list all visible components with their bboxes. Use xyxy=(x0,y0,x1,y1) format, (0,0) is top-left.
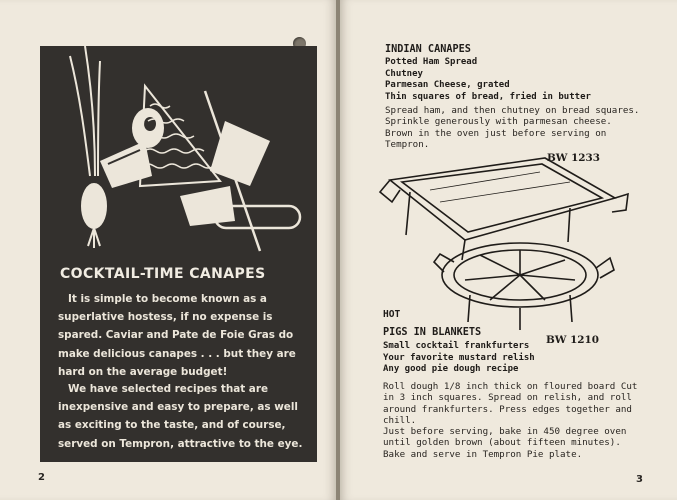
tempron-dish-illustration xyxy=(370,150,635,340)
dark-feature-panel xyxy=(40,46,317,462)
ingredient: Thin squares of bread, fried in butter xyxy=(385,91,591,102)
ingredient: Parmesan Cheese, grated xyxy=(385,80,510,91)
ingredient: Potted Ham Spread xyxy=(385,57,478,67)
ingredient: Any good pie dough recipe xyxy=(383,364,519,375)
method-paragraph: Roll dough 1/8 inch thick on floured board Cut in 3 inch squares. Spread on relish, and roll around frankfurters. Press edges together and chill. xyxy=(383,381,638,426)
method-paragraph: Spread ham, and then chutney on bread squares. Sprinkle generously with parmesan cheese. Brown in the oven just before serving on Tempron. xyxy=(385,105,640,150)
recipe-title-indian-canapes: INDIAN CANAPES xyxy=(385,44,471,55)
ingredient: Chutney xyxy=(385,68,423,79)
ingredient-list xyxy=(385,57,645,103)
canape-illustration xyxy=(40,46,317,261)
recipe-title-pigs-in-blankets: PIGS IN BLANKETS xyxy=(383,327,482,338)
intro-paragraph: It is simple to become known as a superlative hostess, if no expense is spared. Caviar and Pate de Foie Gras do make delicious canapes . . . but they are hard on the average budget! xyxy=(58,293,296,378)
recipe-method xyxy=(385,105,640,150)
method-paragraph: Just before serving, bake in 450 degree oven until golden brown (about fifteen minutes). Bake and serve in Tempron Pie plate. xyxy=(383,426,627,460)
green-onion-drawing xyxy=(70,46,106,248)
left-page xyxy=(0,0,336,500)
dish-model-code: BW 1233 xyxy=(547,152,600,164)
ingredient: Small cocktail frankfurters xyxy=(383,341,530,351)
page-title: COCKTAIL-TIME CANAPES xyxy=(60,266,266,282)
recipe-method-2 xyxy=(383,381,638,460)
hot-label: HOT xyxy=(383,309,401,320)
rectangular-dish-drawing xyxy=(380,158,628,260)
page-number-left: 2 xyxy=(38,472,45,483)
pie-plate-drawing xyxy=(434,243,614,330)
intro-paragraph-2: We have selected recipes that are inexpensive and easy to prepare, as well as exciting to the taste, and of course, served on Tempron, attractive to the eye. xyxy=(58,383,303,450)
ingredient: Your favorite mustard relish xyxy=(383,352,535,363)
dish-model-code-2: BW 1210 xyxy=(546,334,599,346)
page-number-right: 3 xyxy=(636,474,643,485)
ingredient-list-2 xyxy=(383,341,583,376)
